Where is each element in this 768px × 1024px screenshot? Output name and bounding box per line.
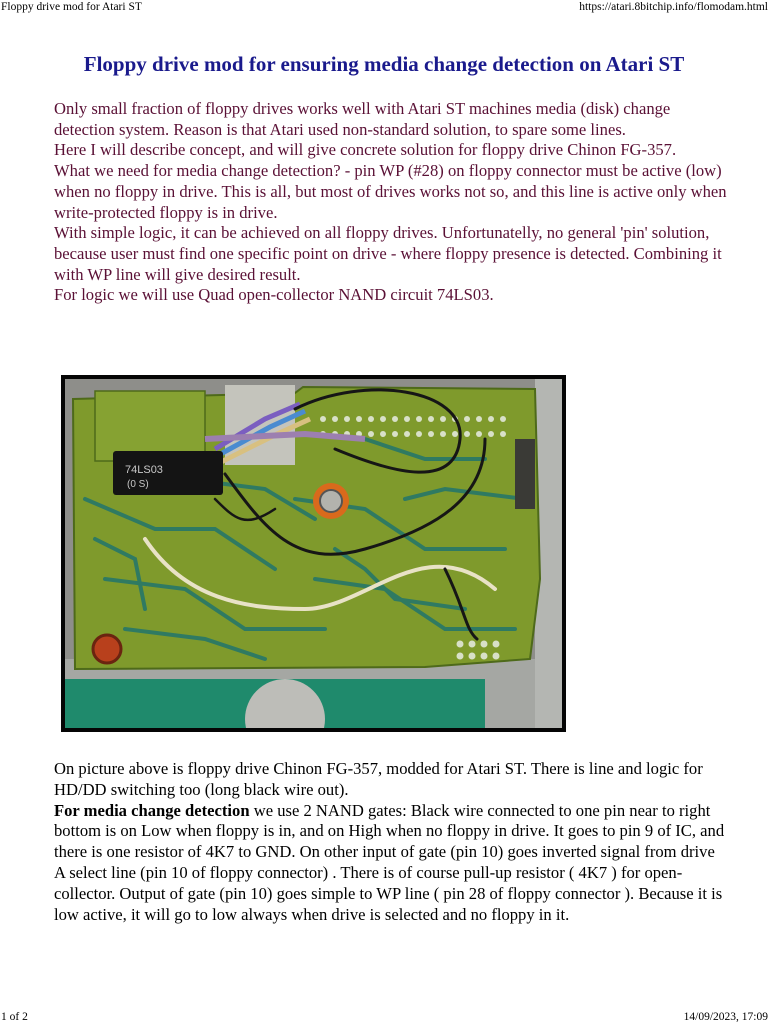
small-pcb (95, 391, 205, 461)
floppy-drive-photo (61, 375, 566, 732)
intro-paragraph-1: Only small fraction of floppy drives works well with Atari ST machines media (disk) change detection system. Reason is that Atari used non-standard solution, to spare some lines. (54, 99, 671, 139)
intro-paragraph-2: Here I will describe concept, and will give concrete solution for floppy drive Chinon FG-357. (54, 140, 677, 160)
intro-paragraph-4: With simple logic, it can be achieved on all floppy drives. Unfortunatelly, no general 'pin' solution, because user must find one specific point on drive - where floppy presence is detected. Combining it with WP line will give desired result. (54, 223, 722, 284)
article-heading: Floppy drive mod for ensuring media change detection on Atari ST (83, 52, 685, 76)
media-change-lead: For media change detection (54, 800, 250, 820)
description-paragraph-2 (54, 801, 729, 926)
description-paragraph-1: On picture above is floppy drive Chinon FG-357, modded for Atari ST. There is line and logic for HD/DD switching too (long black wire out). (54, 759, 703, 799)
print-header (0, 0, 768, 16)
pcb-illustration (65, 379, 562, 728)
page-url[interactable]: https://atari.8bitchip.info/flomodam.html (579, 1, 768, 13)
intro-paragraph-5: For logic we will use Quad open-collector NAND circuit 74LS03. (54, 285, 494, 305)
print-footer (0, 1010, 768, 1024)
description-text (54, 759, 729, 925)
ic-label-2: (0 S) (127, 479, 149, 490)
print-timestamp: 14/09/2023, 17:09 (683, 1011, 768, 1023)
intro-text (54, 99, 729, 306)
ic-label-1: 74LS03 (125, 464, 163, 476)
potentiometer (93, 635, 121, 663)
ic-74ls03 (113, 451, 223, 495)
media-change-text: we use 2 NAND gates: Black wire connected to one pin near to right bottom is on Low when floppy is in, and on High when no floppy in drive. It goes to pin 9 of IC, and there is one resistor of 4K7 to GND. On other input of gate (pin 10) goes inverted signal from drive A select line (pin 10 of floppy connector) . There is of course pull-up resistor ( 4K7 ) for open-collector. Output of gate (pin 10) goes simple to WP line ( pin 28 of floppy connector ). Because it is low active, it will go to low always when drive is selected and no floppy in it. (54, 800, 725, 924)
screw (320, 490, 342, 512)
intro-paragraph-3: What we need for media change detection? - pin WP (#28) on floppy connector must be active (low) when no floppy in drive. This is all, but most of drives works not so, and this line is active only when write-protected floppy is in drive. (54, 161, 727, 222)
edge-connector (515, 439, 535, 509)
page-counter: 1 of 2 (1, 1011, 28, 1023)
page-title-header: Floppy drive mod for Atari ST (1, 1, 142, 13)
